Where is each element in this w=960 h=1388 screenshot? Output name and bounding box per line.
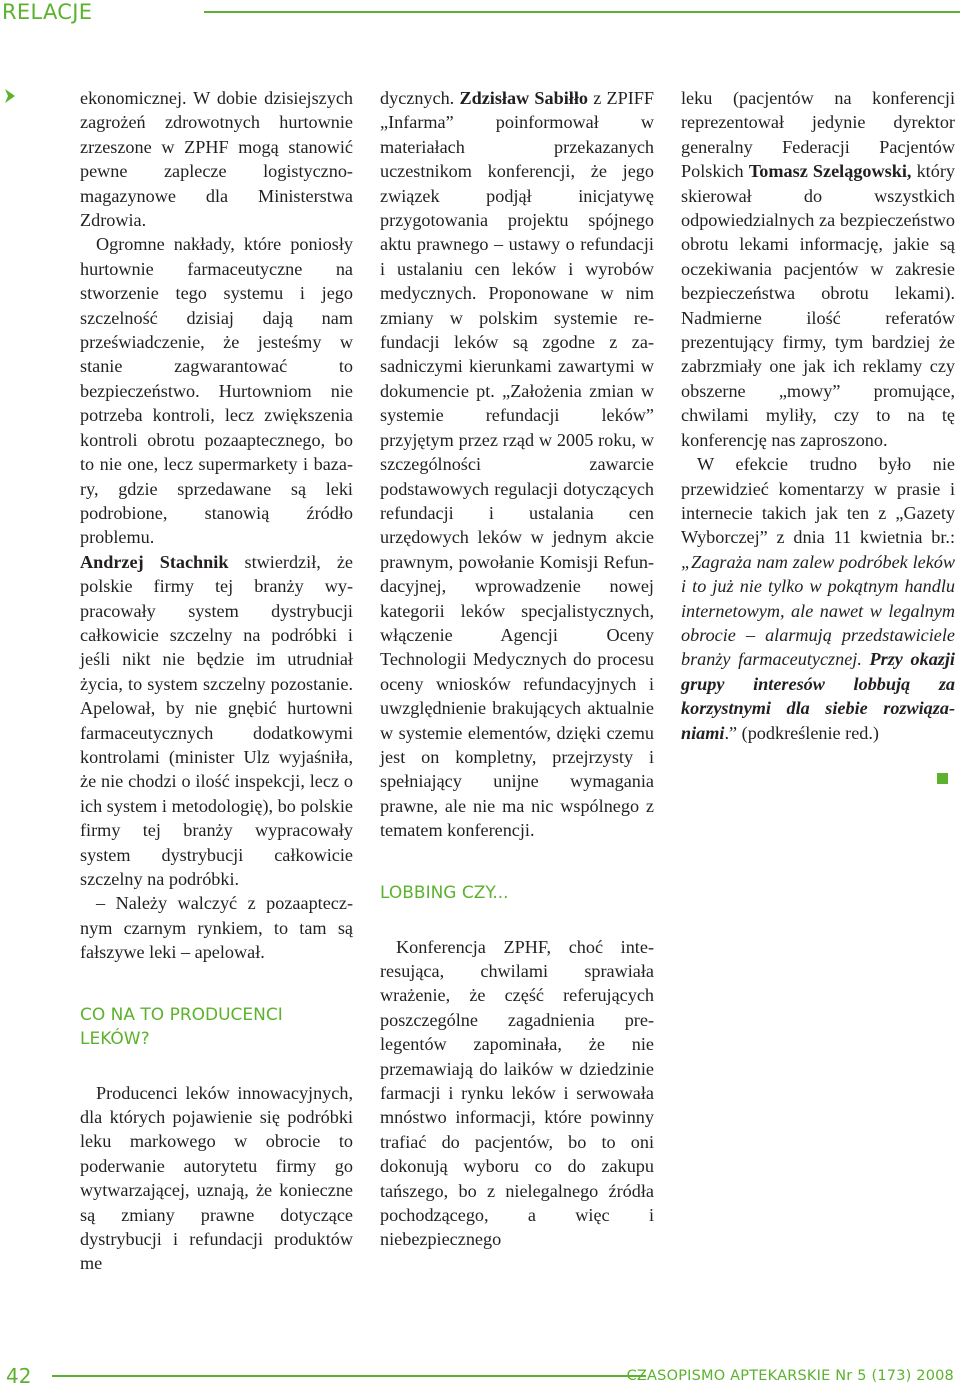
paragraph: Ogromne nakłady, które poniosły hurtownie farmaceutyczne na stworzenie tego systemu i jego szczelność dzisiaj dają nam przeświadczenie, że jesteśmy w stanie zagwarantować to bezpieczeństwo. Hurtowniom nie potrzeba kontroli, lecz zwiększenia kontroli obrotu pozaaptecznego, bo to nie one, lecz supermarkety i bazary, gdzie sprzedawane są leki podrobione, stanowią źródło problemu. [80, 234, 353, 548]
paragraph [380, 86, 654, 843]
person-name: Zdzisław Sabiłło [459, 88, 588, 108]
paragraph: – Należy walczyć z pozaaptecznym czarnym rynkiem, to tam są fałszywe leki – apelował. [80, 893, 353, 963]
section-subheading: CO NA TO PRODUCENCI LEKÓW? [80, 1004, 283, 1049]
chevron-right-icon [2, 88, 18, 104]
paragraph-text: stwierdził, że polskie firmy tej branży wypracowały system dystrybucji całkowicie szczelny na podróbki i jeśli nikt nie będzie im utrudniał życia, to system szczelny pozostanie. Apelował, by nie gnębić hurtowni farmaceutycznych dodatkowymi kontrolami (minister Ulz wyjaśniła, że nie chodzi o ilość inspekcji, lecz o ich system i metodologię), bo polskie firmy tej branży wypracowały system dystrybucji całkowicie szczelny na podróbki. [80, 551, 354, 889]
paragraph-text: dycznych. [380, 88, 460, 108]
section-label: RELACJE [2, 0, 93, 24]
paragraph: Producenci leków innowacyjnych, dla których pojawienie się podróbki leku markowego w obrocie to poderwanie autorytetu firmy go wytwarzającej, uznają, że konieczne są zmiany prawne dotyczące dystrybucji i refundacji produktów me [80, 1082, 353, 1274]
column-2 [380, 86, 654, 1252]
paragraph: Konferencja ZPHF, choć interesująca, chwilami sprawiała wrażenie, że część referujących poszczególne zagadnienia prelegentów zapominała, że nie przemawiają do laików w dziedzinie farmacji i rynku leków i serwowała mnóstwo informacji, które powinny trafiać do pacjentów, bo to oni dokonują wyboru co do zakupu tańszego, bo z nielegalnego źródła pochodzącego, a więc i niebezpiecznego [380, 936, 654, 1250]
paragraph [80, 550, 353, 892]
column-1 [80, 86, 353, 1276]
quote-emphasis: Przy okazji grupy interesów lobbują za korzystnymi dla siebie rozwiązaniami [681, 649, 955, 743]
paragraph-text: leku (pacjentów na konferencji reprezentował jedynie dyrektor generalny Federacji Pacjentów Polskich [681, 88, 955, 182]
quote-text: „Zagraża nam zalew podróbek leków i to już nie tylko w pokątnym handlu internetowym, ale nawet w legalnym obrocie – alarmują przedstawiciele branży farmaceutycznej. [681, 551, 955, 670]
person-name: Andrzej Stachnik [80, 551, 229, 572]
footer-rule [52, 1375, 646, 1377]
journal-title: CZASOPISMO APTEKARSKIE Nr 5 (173) 2008 [626, 1368, 954, 1384]
page-number: 42 [6, 1364, 32, 1388]
square-end-icon [937, 773, 948, 784]
paragraph-text: W efekcie trudno było nie przewidzieć komentarzy w prasie i internecie takich jak ten z „Gazety Wyborczej” z dnia 11 kwietnia br.: [681, 454, 955, 548]
column-3 [681, 86, 955, 784]
person-name: Tomasz Szelągowski, [748, 161, 912, 182]
header-rule [204, 11, 960, 13]
paragraph-text: .” (podkreślenie red.) [724, 722, 879, 743]
section-subheading: LOBBING CZY... [380, 882, 509, 903]
paragraph-text: z ZPIFF „Infarma” poinformował w materiałach przekazanych uczestnikom konferencji, że jego związek podjął inicjatywę przygotowania projektu spójnego aktu prawnego – ustawy o refundacji i ustalaniu cen leków i wyrobów medycznych. Proponowane w nim zmiany w polskim systemie refundacji leków są zgodne z zasadniczymi kierunkami zawartymi w dokumencie pt. „Założenia zmian w systemie refundacji leków” przyjętym przez rząd w 2005 roku, w szczególności zawarcie podstawowych regulacji dotyczących refundacji i ustalania cen urzędowych leków w jednym akcie prawnym, powołanie Komisji Refundacyjnej, wprowadzenie nowej kategorii leków specjalistycznych, włączenie Agencji Oceny Technologii Medycznych do procesu oceny wniosków refundacyjnych i uwzględnienie brakujących aktualnie w systemie elementów, dzięki czemu jest on kompletny, przejrzysty i spełniający unijne wymagania prawne, ale nie ma nic wspólnego z tematem konferencji. [380, 88, 654, 841]
paragraph [681, 86, 955, 452]
paragraph [681, 452, 955, 745]
paragraph-text: który skierował do wszystkich odpowiedzialnych za bezpieczeństwo obrotu lekami informację, jakie są oczekiwania pacjentów w zakresie bezpieczeństwa obrotu lekami). Nadmierne ilość referatów prezentujący firmy, tym bardziej że zabrzmiały one jak ich reklamy czy obszerne „mowy” promujące, chwilami myliły, czy to na tę konferencję nas zaproszono. [681, 161, 955, 450]
paragraph: ekonomicznej. W dobie dzisiejszych zagrożeń zdrowotnych hurtownie zrzeszone w ZPHF mogą stanowić pewne zaplecze logistyczno-magazynowe dla Ministerstwa Zdrowia. [80, 88, 353, 231]
